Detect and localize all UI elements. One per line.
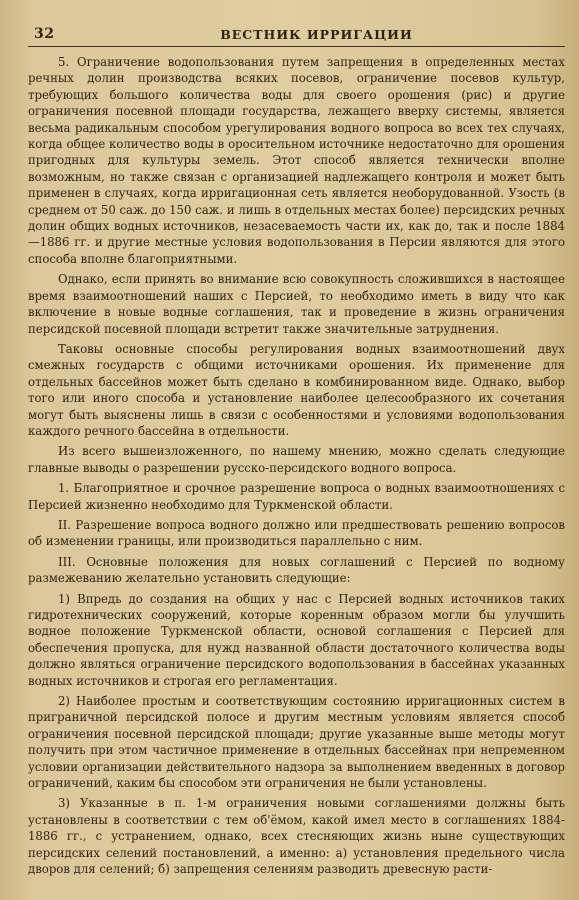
paragraph-point-1: 1) Впредь до создания на общих у нас с Персией водных источников таких гидротехнических сооружений, которые коренным образом могли бы улучшить водное положение Туркменской области, основой соглашения с Персией для обеспечения пропуска, для нужд названной области достаточного количества воды должно являться ограничение персидского водопользования в бассейнах указанных водных источников и строгая его регламентация. (28, 591, 565, 688)
paragraph-however: Однако, если принять во внимание всю совокупность сложившихся в настоящее время взаимоотношений наших с Персией, то необходимо иметь в виду что как включение в новые водные соглашения, так и проведение в жизнь ограничения персидской посевной площади встретит также значительные затруднения. (28, 272, 565, 336)
paragraph-method-5: 5. Ограничение водопользования путем запрещения в определенных местах речных долин производства всяких посевов, ограничение посевов культур, требующих большого количества воды для своего орошения (рис) и другие ограничения посевной площади государства, лежащего вверху системы, является весьма радикальным способом урегулирования водного вопроса во всех тех случаях, когда общее количество воды в оросительном источнике недостаточно для орошения пригодных для культуры земель. Этот способ является технически вполне возможным, но также связан с организацией надлежащего контроля и может быть применен в случаях, когда ирригационная сеть является необорудованной. Узость (в среднем от 50 саж. до 150 саж. и лишь в отдельных местах более) персидских речных долин общих водных источников, незасеваемость части их, как до, так и после 1884—1886 гг. и другие местные условия водопользования в Персии являются для этого способа вполне благоприятными. (28, 55, 565, 266)
journal-title: ВЕСТНИК ИРРИГАЦИИ (220, 27, 413, 42)
article-body (28, 54, 565, 878)
page-number: 32 (34, 26, 55, 42)
paragraph-main-methods: Таковы основные способы регулирования водных взаимоотношений двух смежных государств с общими источниками орошения. Их применение для отдельных бассейнов может быть сделано в комбинированном виде. Однако, выбор того или иного способа и установление наиболее целесообразного их сочетания могут быть выяснены лишь в связи с особенностями и условиями водопользования каждого речного бассейна в отдельности. (28, 341, 565, 438)
paragraph-conclusion-1: 1. Благоприятное и срочное разрешение вопроса о водных взаимоотношениях с Персией жизненно необходимо для Туркменской области. (28, 481, 565, 512)
paragraph-point-3: 3) Указанные в п. 1-м ограничения новыми соглашениями должны быть установлены в соответствии с тем об'ёмом, какой имел место в соглашениях 1884-1886 гг., с устранением, однако, всех стесняющих жизнь ныне существующих персидских селений постановлений, а именно: а) установления предельного числа дворов для селений; б) запрещения селениям разводить древесную расти- (28, 796, 565, 877)
page-header (28, 26, 565, 47)
paragraph-conclusions-intro: Из всего вышеизложенного, по нашему мнению, можно сделать следующие главные выводы о разрешении русско-персидского водного вопроса. (28, 444, 565, 475)
paragraph-point-2: 2) Наиболее простым и соответствующим состоянию ирригационных систем в приграничной персидской полосе и другим местным условиям является способ ограничения посевной персидской площади; другие указанные выше методы могут получить при этом частичное применение в отдельных бассейнах при непременном условии организации действительного надзора за выполнением введенных в договор ограничений, каким бы способом эти ограничения не были установлены. (28, 694, 565, 791)
paragraph-conclusion-2: II. Разрешение вопроса водного должно или предшествовать решению вопросов об изменении границы, или производиться параллельно с ним. (28, 517, 565, 549)
paragraph-conclusion-3: III. Основные положения для новых соглашений с Персией по водному размежеванию желательно установить следующие: (28, 554, 565, 586)
